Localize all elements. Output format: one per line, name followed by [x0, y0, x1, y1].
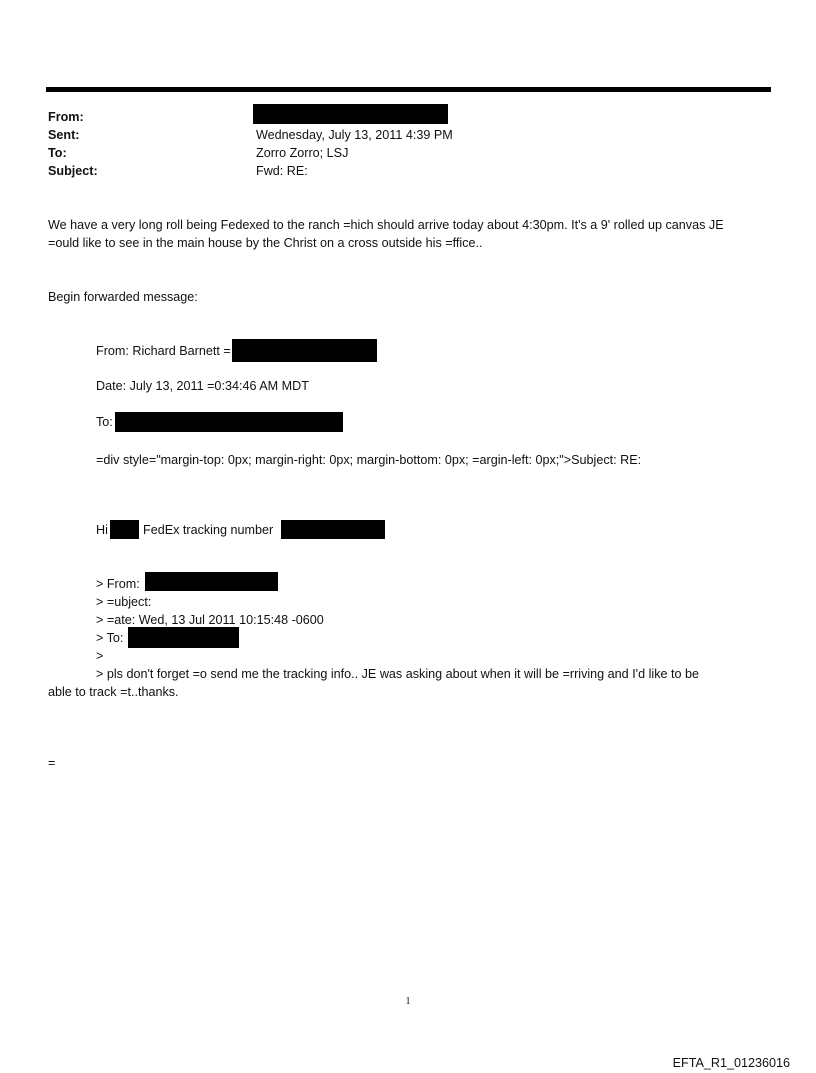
quoted-blank-line: >: [96, 649, 104, 663]
sent-label: Sent:: [48, 128, 80, 142]
body-paragraph-line-2: =ould like to see in the main house by the Christ on a cross outside his =ffice..: [48, 236, 483, 250]
redaction-greeting-name: [110, 520, 139, 539]
subject-value: Fwd: RE:: [256, 164, 308, 178]
page-number: 1: [405, 996, 411, 1007]
from-label: From:: [48, 110, 84, 124]
redaction-quoted-to: [128, 627, 239, 648]
forwarded-from-line: From: Richard Barnett =: [96, 344, 231, 358]
redaction-forwarded-from: [232, 339, 377, 362]
header-rule: [46, 87, 771, 92]
sent-value: Wednesday, July 13, 2011 4:39 PM: [256, 128, 453, 142]
forwarded-date-line: Date: July 13, 2011 =0:34:46 AM MDT: [96, 379, 309, 393]
quoted-body-line-2: able to track =t..thanks.: [48, 685, 179, 699]
trailing-equals: =: [48, 756, 56, 770]
quoted-body-line-1: > pls don't forget =o send me the tracking info.. JE was asking about when it will be =rriving and I'd like to be: [96, 667, 699, 681]
quoted-from-line: > From:: [96, 577, 140, 591]
forwarded-to-line: To:: [96, 415, 113, 429]
redaction-forwarded-to: [115, 412, 343, 432]
fedex-tracking-text: FedEx tracking number: [143, 523, 274, 537]
quoted-date-line: > =ate: Wed, 13 Jul 2011 10:15:48 -0600: [96, 613, 324, 627]
bates-number: EFTA_R1_01236016: [672, 1056, 790, 1070]
redaction-quoted-from: [145, 572, 278, 591]
begin-forwarded-text: Begin forwarded message:: [48, 290, 198, 304]
to-label: To:: [48, 146, 67, 160]
redaction-tracking-number: [281, 520, 385, 539]
to-value: Zorro Zorro; LSJ: [256, 146, 349, 160]
redaction-from: [253, 104, 448, 124]
body-paragraph-line-1: We have a very long roll being Fedexed to the ranch =hich should arrive today about 4:30pm. It's a 9' rolled up canvas JE: [48, 218, 724, 232]
forwarded-div-line: =div style="margin-top: 0px; margin-right: 0px; margin-bottom: 0px; =argin-left: 0px;">Subject: RE:: [96, 453, 642, 467]
quoted-subject-line: > =ubject:: [96, 595, 152, 609]
greeting-hi: Hi: [96, 523, 108, 537]
quoted-to-line: > To:: [96, 631, 124, 645]
subject-label: Subject:: [48, 164, 98, 178]
